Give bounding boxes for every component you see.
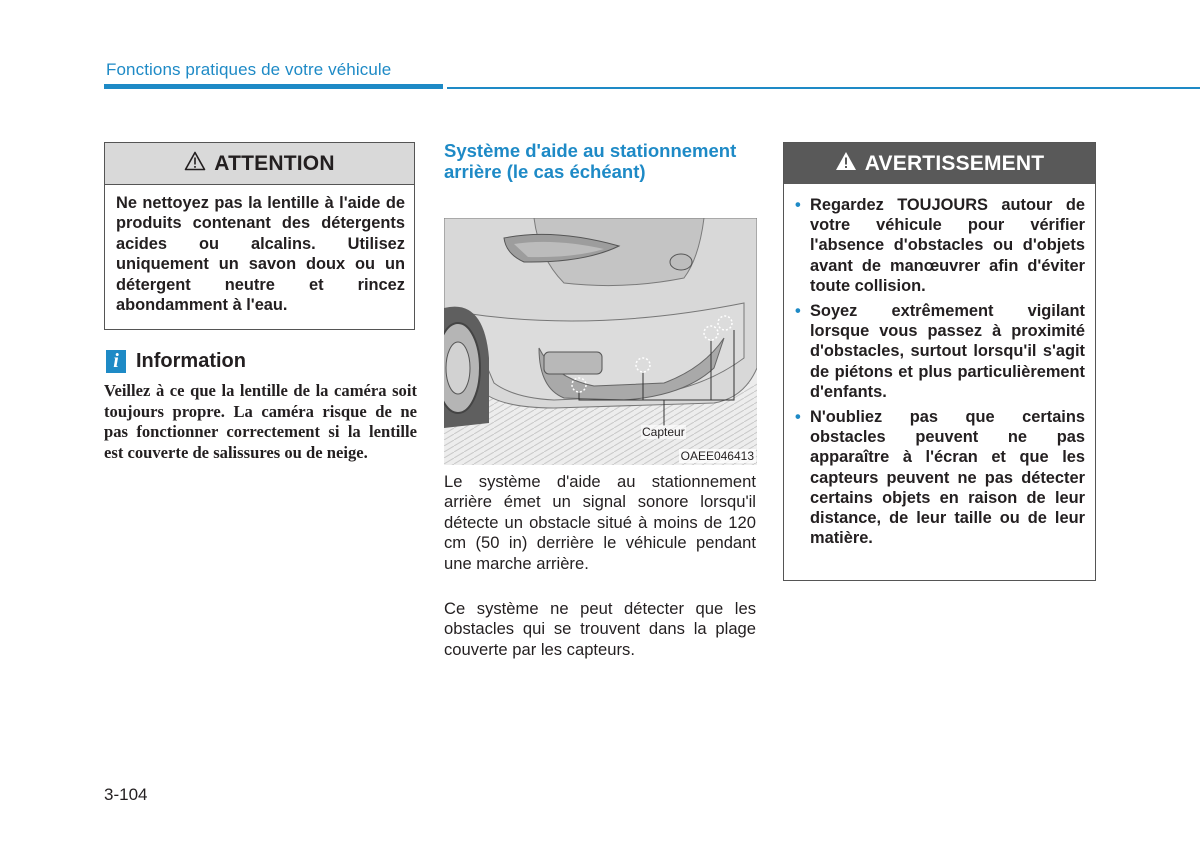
sensor-label: Capteur [642,425,685,439]
figure-code: OAEE046413 [680,449,754,463]
warning-triangle-outline-icon [184,151,206,176]
warning-item [793,301,1085,402]
attention-box [104,142,415,330]
information-text: Veillez à ce que la lentille de la caméra soit toujours propre. La caméra risque de ne pas fonctionner correctement si la lentille est couverte de salissures ou de neige. [104,381,417,462]
bullet-icon: • [795,302,801,321]
warning-list [784,184,1095,548]
header-rule-thin [447,87,1200,89]
warning-box [783,142,1096,581]
attention-text: Ne nettoyez pas la lentille à l'aide de produits contenant des détergents acides ou alcalins. Utilisez uniquement un savon doux ou un détergent neutre et rincez abondamment à l'eau. [116,194,405,315]
page-number: 3-104 [104,785,148,804]
attention-header [105,143,414,185]
attention-title: ATTENTION [214,151,335,175]
warning-item [793,407,1085,548]
warning-item-text: Soyez extrêmement vigilant lorsque vous passez à proximité d'obstacles, surtout lorsqu'il s'agit de piétons et plus particulièrement d'enfants. [810,302,1085,401]
warning-item-text: Regardez TOUJOURS autour de votre véhicule pour vérifier l'absence d'obstacles ou d'objets avant de manœuvrer afin d'éviter toute collision. [810,196,1085,295]
description-paragraph-1: Le système d'aide au stationnement arrière émet un signal sonore lorsqu'il détecte un obstacle situé à moins de 120 cm (50 in) derrière le véhicule pendant une marche arrière. [444,472,756,573]
bullet-icon: • [795,408,801,427]
warning-triangle-filled-icon [835,151,857,176]
information-heading [106,350,246,373]
warning-header [784,143,1095,184]
info-i-icon: i [106,350,126,373]
bullet-icon: • [795,196,801,214]
rear-bumper-illustration [444,218,757,465]
warning-item-text: N'oubliez pas que certains obstacles peuvent ne pas apparaître à l'écran et que les capteurs peuvent ne pas détecter certains objets en raison de leur distance, de leur taille ou de leur matière. [810,408,1085,548]
header-rule-thick [104,84,443,89]
warning-item [793,195,1085,296]
section-header-title: Fonctions pratiques de votre véhicule [106,60,392,79]
section-title: Système d'aide au stationnement arrière (le cas échéant) [444,140,737,182]
warning-title: AVERTISSEMENT [864,151,1045,175]
description-paragraph-2: Ce système ne peut détecter que les obstacles qui se trouvent dans la plage couverte par les capteurs. [444,599,756,659]
information-title: Information [136,350,246,372]
